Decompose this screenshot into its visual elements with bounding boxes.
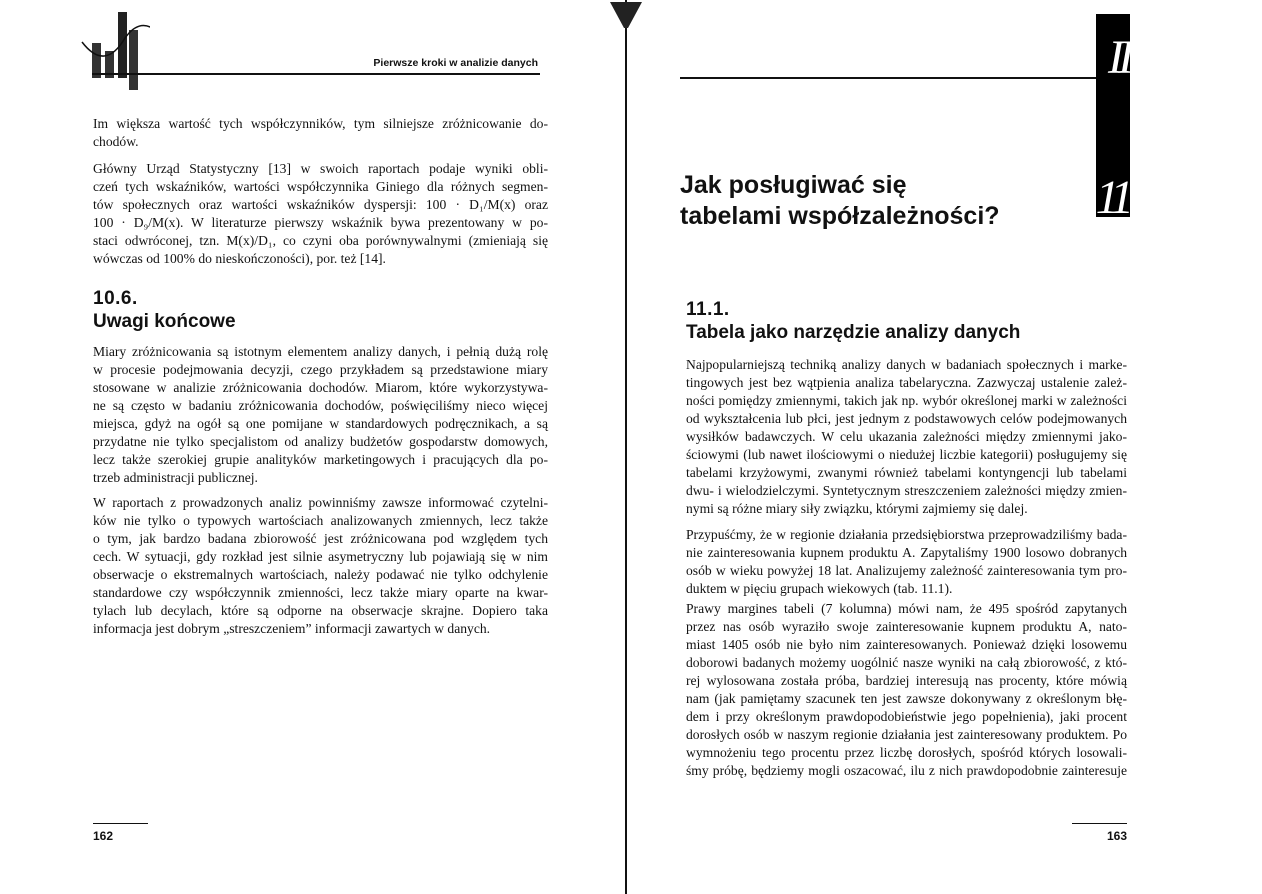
text-line: standardowe czy współczynnik zmienności, lecz także miary oparte na kwar-: [93, 585, 548, 600]
text-line: Przypuśćmy, że w regionie działania przedsiębiorstwa przeprowadziliśmy bada-: [686, 527, 1127, 542]
text-line: miejsca, gdyż na ogół są one pomijane w standardowych podręcznikach, a są: [93, 416, 548, 431]
text-line: Prawy margines tabeli (7 kolumna) mówi nam, że 495 spośród zapytanych: [686, 601, 1127, 616]
text-line: tingowych jest bez wątpienia analiza tabelaryczna. Zazwyczaj ustalenie zależ-: [686, 375, 1127, 390]
text-line: w procesie podejmowania decyzji, czego przykładem są przedstawione miary: [93, 362, 548, 377]
chapter-title-line: tabelami współzależności?: [680, 202, 1000, 230]
gutter-line: [625, 0, 627, 894]
paragraph: [93, 160, 548, 268]
header-rule: [92, 73, 540, 75]
section-title: Uwagi końcowe: [93, 311, 236, 332]
text-line: dem i przy określonym prawdopodobieństwie jego popełnienia), jaki procent: [686, 709, 1127, 724]
text-line: 100 · D₉/M(x). W literaturze pierwszy wskaźnik bywa prezentowany w po-: [93, 215, 548, 230]
bar-chart-logo-icon: [80, 10, 150, 90]
part-numeral: II: [1108, 31, 1128, 84]
text-line: trzeb administracji publicznej.: [93, 470, 258, 485]
text-line: miast 1405 osób nie było nim zainteresowanych. Ponieważ dzięki losowemu: [686, 637, 1127, 652]
text-line: czeń tych wskaźników, wartości współczynnika Giniego dla różnych segmen-: [93, 179, 548, 194]
chapter-numeral: 11: [1095, 171, 1128, 224]
chapter-title: [680, 170, 1000, 232]
text-line: ności pomiędzy zmiennymi, takich jak np. wybór określonej marki w zależności: [686, 393, 1127, 408]
section-title: Tabela jako narzędzie analizy danych: [686, 322, 1021, 343]
text-line: śmy próbę, będziemy mogli oszacować, ilu z nich prawdopodobnie zainteresuje: [686, 763, 1127, 778]
text-line: o tym, jak bardzo badana zbiorowość jest zróżnicowana pod względem tych: [93, 531, 548, 546]
paragraph: [686, 526, 1127, 598]
text-line: przez nas osób wyraziło swoje zainteresowanie kupnem produktu A, nato-: [686, 619, 1127, 634]
text-line: wymnożeniu tego procentu przez liczbę dorosłych, spośród których losowali-: [686, 745, 1127, 760]
text-line: chodów.: [93, 134, 139, 149]
text-line: lecz także szerokiej grupie analityków marketingowych i pracujących dla po-: [93, 452, 548, 467]
chapter-tab: [1095, 14, 1130, 224]
text-line: nie zainteresowania kupnem produktu A. Zapytaliśmy 1900 losowo dobranych: [686, 545, 1127, 560]
section-number: 11.1.: [686, 299, 730, 320]
text-line: Miary zróżnicowania są istotnym elementem analizy danych, i pełnią dużą rolę: [93, 344, 548, 359]
paragraph: [686, 600, 1127, 780]
text-line: doborowi badanych możemy uogólnić nasze wyniki na całą zbiorowość, z któ-: [686, 655, 1127, 670]
paragraph: [93, 343, 548, 487]
text-line: ściowymi (lub nawet ilościowymi o niedużej liczbie kategorii) posługujemy się: [686, 447, 1127, 462]
text-line: tów społecznych oraz wartości wskaźników dyspersji: 100 · D₁/M(x) oraz: [93, 197, 548, 212]
text-line: ków nie tylko o typowych wartościach analizowanych zmiennych, lecz także: [93, 513, 548, 528]
text-line: Główny Urząd Statystyczny [13] w swoich raportach podaje wyniki obli-: [93, 161, 548, 176]
text-line: dwu- i wielodzielczymi. Syntetycznym streszczeniem zależności między zmien-: [686, 483, 1127, 498]
chapter-rule: [680, 77, 1100, 79]
paragraph: [93, 115, 548, 151]
text-line: od wykształcenia lub płci, jest jednym z podstawowych celów podejmowanych: [686, 411, 1127, 426]
text-line: tylach lub decylach, które są odporne na obserwacje skrajne. Dopiero taka: [93, 603, 548, 618]
text-line: rej wylosowana została próba, bardziej interesują nas procenty, które mówią: [686, 673, 1127, 688]
page-number: 162: [93, 829, 114, 843]
gutter-shadow-icon: [610, 0, 642, 30]
text-line: nymi są różne miary siły związku, którymi zajmiemy się dalej.: [686, 501, 1028, 516]
text-line: Najpopularniejszą techniką analizy danych w badaniach społecznych i marke-: [686, 357, 1127, 372]
text-line: Im większa wartość tych współczynników, tym silniejsze zróżnicowanie do-: [93, 116, 548, 131]
paragraph: [93, 494, 548, 638]
text-line: informacja jest dobrym „streszczeniem” informacji zawartych w danych.: [93, 621, 491, 636]
text-line: nam (jak pamiętamy szacunek ten jest zawsze dokonywany z określonym błę-: [686, 691, 1127, 706]
chapter-title-line: Jak posługiwać się: [680, 171, 907, 199]
text-line: cech. W sytuacji, gdy rozkład jest silnie asymetryczny lub pojawiają się w nim: [93, 549, 548, 564]
text-line: duktem w pięciu grupach wiekowych (tab. 11.1).: [686, 581, 953, 596]
page-number: 163: [1106, 829, 1127, 843]
text-line: obserwacje o ekstremalnych wartościach, należy podawać nie tylko odchylenie: [93, 567, 548, 582]
text-line: osób w wieku powyżej 18 lat. Analizujemy zależność zainteresowania tym pro-: [686, 563, 1127, 578]
text-line: przydatne nie tylko specjalistom od analizy budżetów gospodarstw domowych,: [93, 434, 548, 449]
text-line: dorosłych osób w naszym regionie działania jest zainteresowany produktem. Po: [686, 727, 1127, 742]
text-line: W raportach z prowadzonych analiz powinniśmy zawsze informować czytelni-: [93, 495, 548, 510]
text-line: wysiłków badawczych. W celu ukazania zależności między zmiennymi jako-: [686, 429, 1127, 444]
text-line: wówczas od 100% do nieskończoności), por. też [14].: [93, 251, 386, 266]
text-line: ne są często w badaniu zróżnicowania dochodów, poświęciliśmy nieco więcej: [93, 398, 548, 413]
text-line: tabelami krzyżowymi, zwanymi również tabelami kontyngencji lub tabelami: [686, 465, 1127, 480]
section-number: 10.6.: [93, 288, 138, 309]
running-head: Pierwsze kroki w analizie danych: [373, 57, 538, 69]
footer-rule: [1072, 823, 1127, 824]
text-line: stosowane w analizie zróżnicowania dochodów. Miarom, które wykorzystywa-: [93, 380, 548, 395]
paragraph: [686, 356, 1127, 518]
text-line: staci odwróconej, tzn. M(x)/D₁, co czyni oba porównywalnymi (zmieniają się: [93, 233, 548, 248]
footer-rule: [93, 823, 148, 824]
